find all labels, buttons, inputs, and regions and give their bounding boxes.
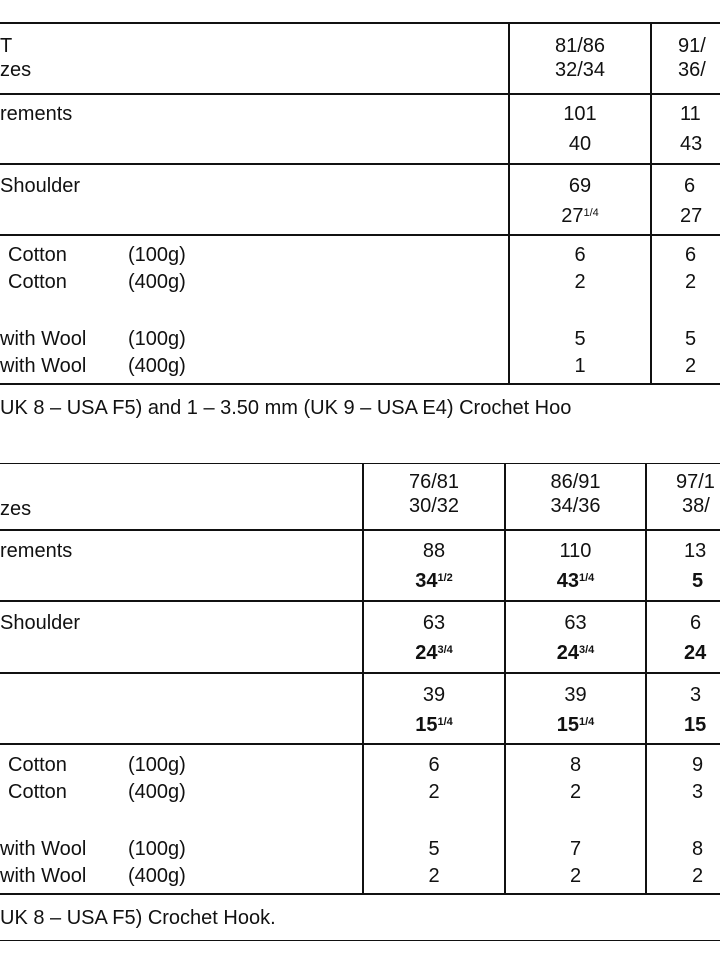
table2-yarn-qty-2-col1: 2 (428, 781, 440, 803)
table1-bottom-rule (0, 383, 720, 385)
table1-yarn-name-3: with Wool (0, 328, 87, 350)
table2-yarn-name-2: Cotton (8, 781, 67, 803)
table2-yarn-weight-4: (400g) (128, 865, 186, 887)
table2-header-label: zes (0, 498, 32, 520)
table2-measurements-col3: 13 5 (684, 540, 707, 592)
table2-header-rule (0, 529, 720, 531)
table2-col-divider-1 (362, 463, 364, 895)
table2-shoulder-col3: 6 24 (684, 612, 707, 664)
table2-row-rule-2 (0, 672, 720, 674)
table1-header-label: T zes (0, 35, 32, 81)
table2-footer-note: UK 8 – USA F5) Crochet Hook. (0, 907, 276, 929)
table1-top-rule (0, 22, 720, 24)
table2-yarn-qty-4-col2: 2 (569, 865, 582, 887)
table1-yarn-weight-4: (400g) (128, 355, 186, 377)
table1-measurements-col2: 11 43 (680, 103, 703, 155)
table2-col-divider-3 (645, 463, 647, 895)
table2-measurements-col2: 110 $43^{1/4}$ (556, 540, 595, 592)
table2-row-rule-1 (0, 600, 720, 602)
table1-yarn-qty-4-col2: 2 (685, 355, 697, 377)
table2-col-divider-2 (504, 463, 506, 895)
table2-yarn-name-4: with Wool (0, 865, 87, 887)
table1-row-rule-1 (0, 163, 720, 165)
table1-yarn-weight-1: (100g) (128, 244, 186, 266)
table1-yarn-weight-2: (400g) (128, 271, 186, 293)
table2-row-rule-3 (0, 743, 720, 745)
table2-yarn-qty-1-col1: 6 (428, 754, 440, 776)
table1-yarn-name-4: with Wool (0, 355, 87, 377)
table2-shoulder-col2: 63 $24^{3/4}$ (556, 612, 595, 664)
table2-measurements-col1: 88 $34^{1/2}$ (415, 540, 453, 592)
table2-yarn-qty-4-col3: 2 (692, 865, 704, 887)
table2-yarn-weight-2: (400g) (128, 781, 186, 803)
table2-closing-rule (0, 940, 720, 941)
table1-footer-note: UK 8 – USA F5) and 1 – 3.50 mm (UK 9 – USA E4) Crochet Hoo (0, 397, 572, 419)
table1-yarn-qty-4-col1: 1 (574, 355, 586, 377)
table2-bottom-rule (0, 893, 720, 895)
table2-shoulder-col1: 63 $24^{3/4}$ (415, 612, 453, 664)
table1-yarn-weight-3: (100g) (128, 328, 186, 350)
table2-yarn-name-1: Cotton (8, 754, 67, 776)
table2-yarn-qty-1-col2: 8 (569, 754, 582, 776)
table2-header-size-1: 76/81 30/32 (408, 471, 460, 517)
table1-shoulder-label: Shoulder (0, 175, 81, 197)
table1-measurements-label: rements (0, 103, 73, 125)
table1-col-divider-2 (650, 22, 652, 385)
table1-shoulder-col2: 6 27 (680, 175, 703, 227)
table2-measurements-label: rements (0, 540, 73, 562)
table1-yarn-qty-3-col1: 5 (574, 328, 586, 350)
table1-yarn-qty-1-col2: 6 (685, 244, 697, 266)
table2-yarn-weight-1: (100g) (128, 754, 186, 776)
table1-row-rule-2 (0, 234, 720, 236)
table1-yarn-qty-1-col1: 6 (574, 244, 586, 266)
table1-yarn-name-2: Cotton (8, 271, 67, 293)
table2-yarn-name-3: with Wool (0, 838, 87, 860)
table1-yarn-qty-3-col2: 5 (685, 328, 697, 350)
table2-header-size-2: 86/91 34/36 (550, 471, 601, 517)
table2-sleeve-col2: 39 $15^{1/4}$ (556, 684, 595, 736)
table2-sleeve-col1: 39 $15^{1/4}$ (415, 684, 453, 736)
table2-yarn-qty-2-col2: 2 (569, 781, 582, 803)
table1-measurements-col1: 101 40 (563, 103, 597, 155)
table1-yarn-qty-2-col1: 2 (574, 271, 586, 293)
table1-shoulder-col1: 69 $27^{1/4}$ (561, 175, 599, 227)
table1-header-rule (0, 93, 720, 95)
table2-shoulder-label: Shoulder (0, 612, 81, 634)
table2-yarn-qty-3-col3: 8 (692, 838, 704, 860)
table1-yarn-qty-2-col2: 2 (685, 271, 697, 293)
table2-yarn-qty-4-col1: 2 (428, 865, 440, 887)
table1-yarn-name-1: Cotton (8, 244, 67, 266)
table2-yarn-qty-3-col1: 5 (428, 838, 440, 860)
table2-yarn-qty-2-col3: 3 (692, 781, 704, 803)
table2-sleeve-col3: 3 15 (684, 684, 707, 736)
table2-yarn-qty-1-col3: 9 (692, 754, 704, 776)
table2-header-size-3: 97/1 38/ (676, 471, 715, 517)
table2-yarn-qty-3-col2: 7 (569, 838, 582, 860)
table2-yarn-weight-3: (100g) (128, 838, 186, 860)
table1-header-size-2: 91/ 36/ (678, 35, 706, 81)
table2-top-rule (0, 463, 720, 464)
table1-header-size-1: 81/86 32/34 (554, 35, 606, 81)
